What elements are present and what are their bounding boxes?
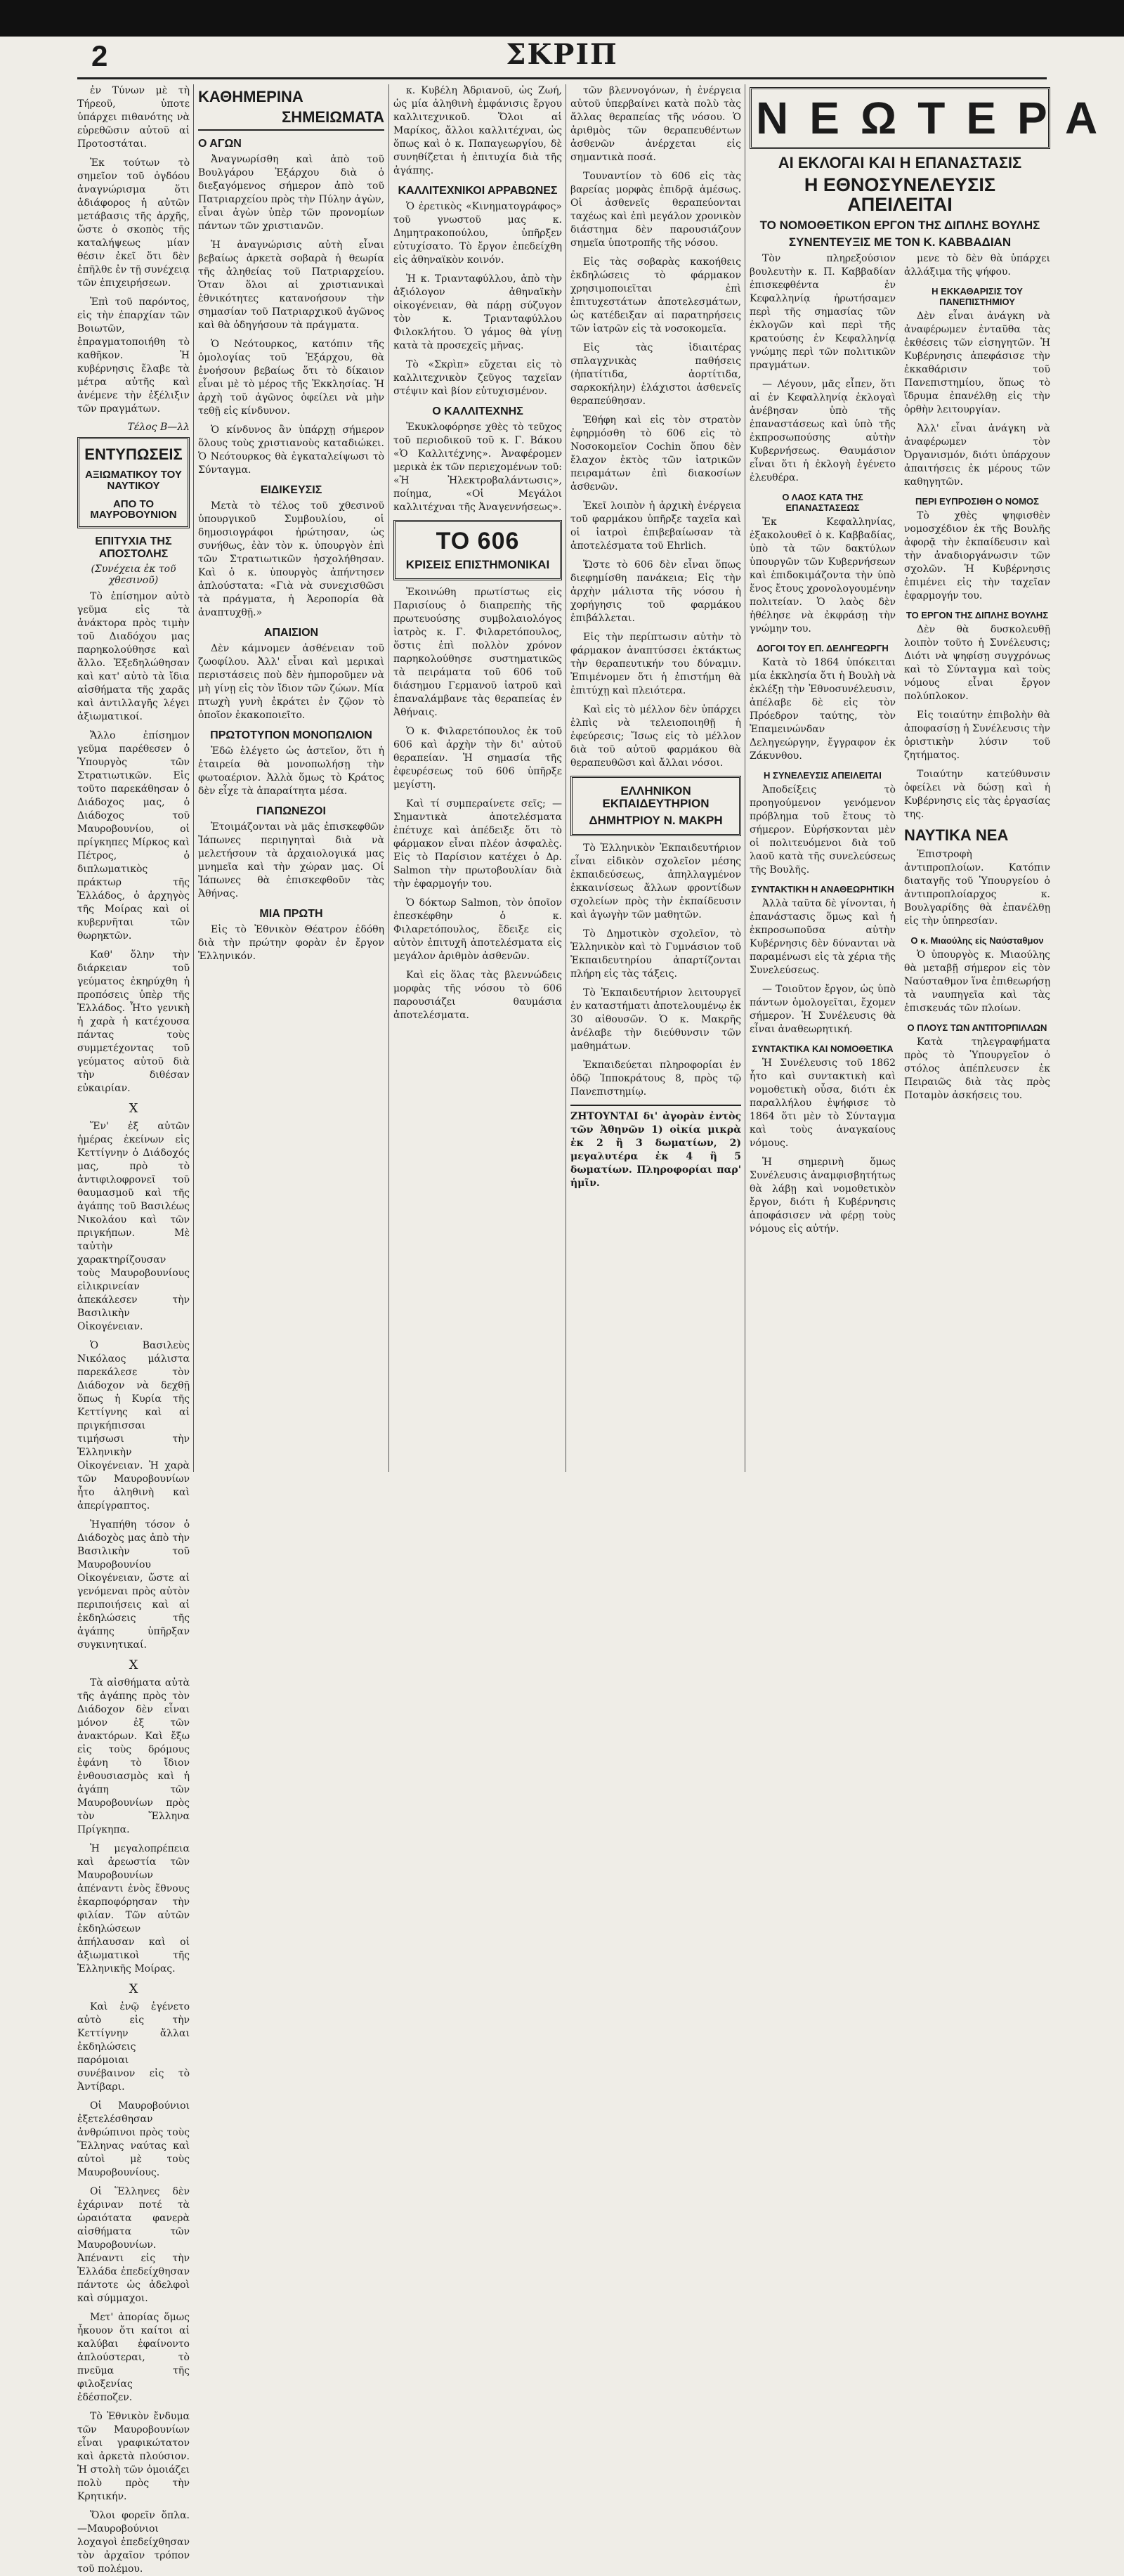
banner-line: ΔΗΜΗΤΡΙΟΥ Ν. ΜΑΚΡΗ [589, 813, 723, 827]
subheading: ΣΥΝΤΑΚΤΙΚΗ Η ΑΝΑΘΕΩΡΗΤΙΚΗ [751, 884, 894, 895]
divider [198, 129, 384, 131]
paragraph: Ἐκ τούτων τὸ σημεῖον τοῦ ὀγδόου ἀναγνώρισμα ὅτι ἀδιάφορος ἡ αὐτῶν μετάβασις τῆς ἀρχῆς, ὥστε ὁ σκοπὸς τῆς καταλήψεως μίαν θέσιν ἐκεῖ ὅτι δὲν ἐπῆλθε ἐν τῇ συνέχειᾳ τῶν ἐπιχειρήσεων. [77, 157, 190, 289]
subheading: Ο ΠΛΟΥΣ ΤΩΝ ΑΝΤΙΤΟΡΠΙΛΛΩΝ [907, 1022, 1047, 1033]
paragraph: Καὶ εἰς τὸ μέλλον δὲν ὑπάρχει ἐλπὶς νὰ τελειοποιηθῇ ἡ ἐφεύρεσις; Ἴσως εἰς τὸ μέλλον διὰ τοῦ αὐτοῦ φαρμάκου θὰ θεραπευθῶσι καὶ ἄλλαι νόσοι. [570, 704, 741, 769]
subheading: Ο ΑΓΩΝ [198, 138, 242, 150]
paragraph: — Τοιοῦτον ἔργον, ὡς ὑπὸ πάντων ὁμολογεῖται, ἔχομεν σήμερον. Ἡ Συνέλευσις θὰ εἶναι ἀναθεωρητική. [750, 984, 896, 1036]
subheading: Η ΕΚΚΑΘΑΡΙΣΙΣ ΤΟΥ ΠΑΝΕΠΙΣΤΗΜΙΟΥ [932, 286, 1023, 308]
paragraph: Ἐπὶ τοῦ παρόντος, εἰς τὴν ἐπαρχίαν τῶν Βοιωτῶν, ἐπραγματοποιήθη τὸ καθῆκον. Ἡ κυβέρνησις ἔλαβε τὰ μέτρα αὐτῆς καὶ ἀνέμενε τὴν ἐξέλιξιν τῶν πραγμάτων. [77, 297, 190, 415]
paragraph: Ἀλλ' εἶναι ἀνάγκη νὰ ἀναφέρωμεν τὸν Ὀργανισμόν, διότι ὑπάρχουν ἀπαιτήσεις ἐκ μέρους τῶν καθηγητῶν. [904, 423, 1050, 488]
paragraph: Ἐκ Κεφαλληνίας, ἐξακολουθεῖ ὁ κ. Καββαδίας, ὑπὸ τὰ τῶν δακτύλων ὑπουργῶν τῶν Κυβερνήσεων καὶ ἐπιδοκιμάζοντα τὴν ὑπὸ ἕνος ἔτους χρονολογουμένην πολιτείαν. Ὁ λαὸς δὲν ἠθέλησε νὰ ἐκφράσῃ τὴν γνώμην του. [750, 516, 896, 635]
subheading: ΕΙΔΙΚΕΥΣΙΣ [260, 484, 322, 497]
paragraph: Τὸ Ἐθνικὸν ἔνδυμα τῶν Μαυροβουνίων εἶναι γραφικώτατον καὶ ἀρκετὰ πλούσιον. Ἡ στολὴ τῶν ὁμοιάζει πολὺ πρὸς τὴν Κρητικήν. [77, 2411, 190, 2503]
paragraph: Δὲν εἶναι ἀνάγκη νὰ ἀναφέρωμεν ἐνταῦθα τὰς ἐκθέσεις τῶν εἰσηγητῶν. Ἡ Κυβέρνησις ἀπεφάσισε τὴν ἐκκαθάρισιν τοῦ Πανεπιστημίου, ὅπως τὸ ἵδρυμα ἐπανέλθῃ εἰς τὴν ὀρθὴν λειτουργίαν. [904, 311, 1050, 416]
paragraph: τῶν βλεννογόνων, ἡ ἐνέργεια αὐτοῦ ὑπερβαίνει κατὰ πολὺ τὰς ἄλλας θεραπείας τῆς νόσου. Ὁ ἀριθμὸς τῶν θεραπευθέντων ἀσθενῶν ἀνέρχεται εἰς σημαντικὰ ποσά. [570, 85, 741, 163]
headline: ΣΥΝΕΝΤΕΥΞΙΣ ΜΕ ΤΟΝ Κ. ΚΑΒΒΑΔΙΑΝ [788, 235, 1012, 249]
column-5 [750, 84, 1119, 1476]
subheading: ΑΠΑΙΣΙΟΝ [263, 627, 319, 639]
subheading: ΣΥΝΤΑΚΤΙΚΑ ΚΑΙ ΝΟΜΟΘΕΤΙΚΑ [752, 1043, 894, 1055]
paragraph: Εἰς τὰς ἰδιαιτέρας σπλαγχνικὰς παθήσεις (ἠπατίτιδα, ἀορτίτιδα, σαρκοκήλην) ἐλάχιστοι ἀσθενεῖς θεραπεύθησαν. [570, 342, 741, 407]
two-column-body [750, 252, 1050, 1242]
column-2 [198, 84, 384, 1476]
paragraph: Καὶ εἰς ὅλας τὰς βλεννώδεις μορφὰς τῆς νόσου τὸ 606 παρουσιάζει θαυμάσια ἀποτελέσματα. [393, 969, 562, 1021]
banner-line: ΑΠΟ ΤΟ ΜΑΥΡΟΒΟΥΝΙΟΝ [90, 497, 177, 521]
paragraph: Ἀναγνωρίσθη καὶ ἀπὸ τοῦ Βουλγάρου Ἐξάρχου διὰ ὁ διεξαγόμενος σήμερον ἀπὸ τοῦ Πατριαρχείου πρὸς τὴν Πύλην ἀγὼν, εἶναι ἀγὼν ὑπὲρ τῶν προνομίων πάντων τῶν χριστιανῶν. [198, 154, 384, 233]
paragraph: κ. Κυβέλη Ἀδριανοῦ, ὡς Ζωή, ὡς μία ἀληθινὴ ἐμφάνισις ἔργου καλλιτεχνικοῦ. Ὅλοι αἱ Μαρίκος, ἄλλοι καλλιτέχναι, ὡς ὅπως καὶ ὁ κ. Παπαγεωργίου, δὲ συνηθίζεται ἡ ἐπιτυχία διὰ τῆς ἀγάπης. [393, 85, 562, 176]
paragraph: Οἱ Μαυροβούνιοι ἐξετελέσθησαν ἀνθρώπινοι πρὸς τοὺς Ἕλληνας ναύτας καὶ αὐτοὶ μὲ τοὺς Μαυροβουνίους. [77, 2100, 190, 2179]
paragraph: Ὁ ὑπουργὸς κ. Μιαούλης θὰ μεταβῇ σήμερον εἰς τὸν Ναύσταθμον ἵνα ἐπιθεωρήσῃ τὰ ναυπηγεῖα καὶ τὰς ἐπισκευάς τῶν πλοίων. [904, 949, 1050, 1014]
banner-line: ΑΞΙΩΜΑΤΙΚΟΥ ΤΟΥ ΝΑΥΤΙΚΟΥ [85, 469, 182, 492]
column-1 [77, 84, 190, 2575]
section-heading: ΚΑΘΗΜΕΡΙΝΑ [198, 88, 303, 105]
headline: ΤΟ ΝΟΜΟΘΕΤΙΚΟΝ ΕΡΓΟΝ ΤΗΣ ΔΙΠΛΗΣ ΒΟΥΛΗΣ [759, 218, 1040, 232]
headline: Η ΕΘΝΟΣΥΝΕΛΕΥΣΙΣ ΑΠΕΙΛΕΙΤΑΙ [804, 174, 996, 216]
top-black-bar [0, 0, 1124, 37]
subheading: ΠΡΩΤΟΤΥΠΟΝ ΜΟΝΟΠΩΛΙΟΝ [210, 729, 372, 742]
divider [570, 1105, 741, 1106]
paragraph: Τὸ «Σκρὶπ» εὔχεται εἰς τὸ καλλιτεχνικὸν ζεῦγος ταχεῖαν στέψιν καὶ βίον εὐτυχισμένον. [393, 359, 562, 397]
headline: ΑΙ ΕΚΛΟΓΑΙ ΚΑΙ Η ΕΠΑΝΑΣΤΑΣΙΣ [778, 154, 1022, 171]
paragraph: Μετ' ἀπορίας ὅμως ἦκουον ὅτι καίτοι αἱ καλύβαι ἐφαίνοντο ἀπλούστεραι, τὸ πνεῦμα τῆς φιλοξενίας ἐδέσποζεν. [77, 2312, 190, 2404]
article-banner [77, 437, 190, 528]
paragraph: Τουναντίον τὸ 606 εἰς τὰς βαρείας μορφὰς ἐπιδρᾷ ἀμέσως. Οἱ ἀσθενεῖς θεραπεύονται ταχέως καὶ ἐπὶ μεγάλον χρονικὸν διάστημα δὲν παρουσιάζουν σημεῖα ὑποτροπῆς τῆς νόσου. [570, 171, 741, 249]
paragraph: Ἡ σημερινὴ ὅμως Συνέλευσις ἀναμφισβητήτως θὰ λάβῃ καὶ νομοθετικὸν ἔργον, διότι ἡ Κυβέρνησις ἀποφάσισεν νὰ φέρῃ τοὺς νόμους εἰς αὐτήν. [750, 1157, 896, 1235]
paragraph: Εἰς τὴν περίπτωσιν αὐτὴν τὸ φάρμακον ἀναπτύσσει ἐκτάκτως τὴν θεραπευτικήν του δύναμιν. Ἐπιμένομεν ὅτι ἡ ἐπιστήμη θὰ ἐπιτύχῃ καὶ πλειότερα. [570, 632, 741, 696]
paragraph: Ἕν' ἐξ αὐτῶν ἡμέρας ἐκείνων εἰς Κεττίγνην ὁ Διάδοχός μας, πρὸ τὸ ἀντιφιλοφρονεῖ τοῦ θαυμασμοῦ καὶ τῆς ἀγάπης τοῦ Βασιλέως Νικολάου καὶ τῶν πριγκήπων. Μὲ ταὐτὴν χαρακτηρίζουσαν τοὺς Μαυροβουνίους εἰλικρινείαν ἀπεκάλεσεν τὴν Βασιλικὴν Οἰκογένειαν. [77, 1121, 190, 1333]
column-rule [388, 84, 389, 1472]
article-banner [570, 776, 741, 836]
paragraph: μενε τὸ δὲν θὰ ὑπάρχει ἀλλάξιμα τῆς ψήφου. [904, 253, 1050, 278]
subheading: Ο ΚΑΛΛΙΤΕΧΝΗΣ [432, 405, 523, 417]
paragraph: Ὁ δόκτωρ Salmon, τὸν ὁποῖον ἐπεσκέφθην ὁ κ. Φιλαρετόπουλος, ἔδειξε εἰς αὐτὸν ἐπιτυχῆ ἀποτελέσματα εἰς μεγάλον ἀριθμὸν ἀσθενῶν. [393, 897, 562, 962]
paragraph: Κατὰ τὸ 1864 ὑπόκειται μία ἐκκλησία ὅτι ἡ Βουλὴ νὰ ἐκλέξῃ τὴν Ἐθνοσυνέλευσιν, ἀπέλαβε δὲ εἰς τὸν Πρόεδρον ταύτης, τὸν Ἐπαμεινώνδαν Δεληγεώργην, ἔγγραφον ἐκ Ζάκυνθου. [750, 657, 896, 762]
paragraph: Ἡ κ. Τριανταφύλλου, ἀπὸ τὴν ἀξιόλογον ἀθηναϊκὴν οἰκογένειαν, θὰ πάρῃ σύζυγον τὸν κ. Τριανταφύλλου Φιλοκλήτου. Ὁ γάμος θὰ γίνῃ κατὰ τὰ προσεχεῖς μῆνας. [393, 273, 562, 351]
paragraph: Κατὰ τηλεγραφήματα πρὸς τὸ Ὑπουργεῖον ὁ στόλος ἀπέπλευσεν ἐκ Πειραιῶς διὰ τὰς πρὸς Ποταμὸν ἀσκήσεις του. [904, 1036, 1050, 1101]
banner-line: ΕΝΤΥΠΩΣΕΙΣ [84, 445, 183, 463]
paragraph: — Λέγουν, μᾶς εἶπεν, ὅτι αἱ ἐν Κεφαλληνίᾳ ἐκλογαὶ ἀνέβησαν ὑπὸ τῆς ἐπαναστάσεως καὶ ὑπὸ τῆς ἐκπροσωπούσης αὐτὴν Κυβερνήσεως. Θαυμάσιον εἶναι ὅτι ἡ ἐκλογὴ ἐγένετο ἐλευθέρα. [750, 379, 896, 484]
banner-line: ΕΛΛΗΝΙΚΟΝ ΕΚΠΑΙΔΕΥΤΗΡΙΟΝ [602, 784, 710, 810]
paper-name: ΣΚΡΙΠ [506, 38, 618, 71]
paragraph: Ὁ ἐρετικὸς «Κινηματογράφος» τοῦ γνωστοῦ μας κ. Δημητρακοπούλου, ὑπῆρξεν εὐτυχίσατο. Τὸ ἔργον ἐπεδείχθη εἰς ἀθηναϊκὸν κοινόν. [393, 201, 562, 266]
paragraph: Τὸ Ἐκπαιδευτήριον λειτουργεῖ ἐν καταστήματι ἀποτελουμένῳ ἐκ 30 αἰθουσῶν. Ὁ κ. Μακρῆς ἀνέλαβε τὴν διεύθυνσιν τῶν μαθημάτων. [570, 987, 741, 1052]
paragraph: Ἐπιστροφὴ ἀντιπροπλοίων. Κατόπιν διαταγῆς τοῦ Ὑπουργείου ὁ ἀντιπροπλοίαρχος κ. Βουλγαρίδης θὰ ἐπανέλθῃ εἰς τὴν ὑπηρεσίαν. [904, 848, 1050, 927]
paragraph: Μετὰ τὸ τέλος τοῦ χθεσινοῦ ὑπουργικοῦ Συμβουλίου, οἱ δημοσιογράφοι ἠρώτησαν, ὡς συνήθως, ἐὰν τὸν κ. ὑπουργὸν ἐπὶ τῶν Στρατιωτικῶν ἠσχολήθησαν. Καὶ ὁ κ. ὑπουργὸς ἀπήντησεν ἀπλούστατα: «Γιὰ νὰ συνεχισθῶσι τὰ πράγματα, ἡ Ἀεροπορία θὰ ἀναπτυχθῇ.» [198, 500, 384, 619]
continued-note: (Συνέχεια ἐκ τοῦ χθεσινοῦ) [91, 564, 176, 587]
paragraph: Ἐδῶ ἐλέγετο ὡς ἀστεῖον, ὅτι ἡ ἐταιρεία θὰ μονοπωλήσῃ τὴν φωτοαέριον. Ἀλλὰ ὅμως τὸ Κράτος δὲν εἶχε τὰ ἀπαραίτητα μέσα. [198, 746, 384, 798]
paragraph: Ἑτοιμάζονται νὰ μᾶς ἐπισκεφθῶν Ἰάπωνες περιηγηταὶ διὰ νὰ μελετήσουν τὰ ἀρχαιολογικά μας μνημεῖα καὶ τὴν χώραν μας. Οἱ Ἰάπωνες θὰ ἐπισκεφθοῦν τὰς Ἀθήνας. [198, 821, 384, 900]
subheading: Η ΣΥΝΕΛΕΥΣΙΣ ΑΠΕΙΛΕΙΤΑΙ [764, 770, 882, 781]
paragraph: Δὲν κάμνομεν ἀσθένειαν τοῦ ζωοφίλου. Ἀλλ' εἶναι καὶ μερικαὶ περιστάσεις ποὺ δὲν ἠμποροῦμεν νὰ μὴ γίνῃ εἰς τὸν ἴδιον τῶν ζώων. Μία πτωχὴ γυνὴ ἐκράτει ἐν ζῷον τὸ ὁποῖον ἐκακοποιεῖτο. [198, 643, 384, 722]
paragraph: Εἰς τὰς σοβαρὰς κακοήθεις ἐκδηλώσεις τὸ φάρμακον χρησιμοποιεῖται ἐπὶ ἐπιτυχεστάτων ἀποτελεσμάτων, ὡς κατέδειξαν αἱ παρατηρήσεις τῶν ἰατρῶν εἰς τὰ νοσοκομεῖα. [570, 256, 741, 334]
paragraph: Τὰ αἰσθήματα αὐτὰ τῆς ἀγάπης πρὸς τὸν Διάδοχον δὲν εἶναι μόνον ἐξ τῶν ἀνακτόρων. Καὶ ἔξω εἰς τοὺς δρόμους ἐφάνη τὸ ἴδιον ἐνθουσιασμὸς καὶ ἡ ἀγάπη τῶν Μαυροβουνίων πρὸς τὸν Ἕλληνα Πρίγκηπα. [77, 1677, 190, 1836]
paragraph: Ἐκοινώθη πρωτίστως εἰς Παρισίους ὁ διαπρεπὴς τῆς πρωτευούσης συμβολαιολόγος ἰατρὸς κ. Γ. Φιλαρετόπουλος, ὅστις ἐπὶ πολλὸν χρόνον παρηκολούθησε συστηματικῶς τὰ πειράματα τοῦ 606 τοῦ διάσημου Γερμανοῦ ἰατροῦ καὶ ἐπαναλάμβανε τὰς θεραπείας ἐν Ἀθήναις. [393, 586, 562, 718]
paragraph: Εἰς τὸ Ἐθνικὸν Θέατρον ἐδόθη διὰ τὴν πρώτην φορὰν ἐν ἔργον Ἑλληνικόν. [198, 924, 384, 963]
page-number: 2 [91, 39, 108, 72]
banner-line: ΤΟ 606 [436, 528, 520, 554]
section-mark: X [129, 1982, 138, 1997]
paragraph: Ἀλλὰ ταῦτα δὲ γίνονται, ἡ ἐπανάστασις ὅμως καὶ ἡ ἐκπροσωποῦσα αὐτὴν Κυβέρνησις δὲν δύνανται νὰ παραμένωσι εἰς τὰ χέρια τῆς Συνελεύσεως. [750, 898, 896, 977]
subheading: ΜΙΑ ΠΡΩΤΗ [259, 908, 323, 921]
subheading: Ο κ. Μιαούλης εἰς Ναύσταθμον [910, 935, 1044, 946]
paragraph: Ἡ μεγαλοπρέπεια καὶ ἀρεωστία τῶν Μαυροβουνίων ἀπέναντι ἐνὸς ἔθνους ἐκαρποφόρησαν τὴν φιλίαν. Τῶν αὐτῶν ἐκδηλώσεων ἀπήλαυσαν καὶ οἱ ἀξιωματικοὶ τῆς Ἑλληνικῆς Μοίρας. [77, 1843, 190, 1975]
paragraph: Ἡ ἀναγνώρισις αὐτὴ εἶναι βεβαίως ἀρκετὰ σοβαρὰ ἡ θεωρία τῆς ἀληθείας τοῦ Πατριαρχείου. Ὁταν ὅλοι αἱ χριστιανικαὶ ἐθνικότητες κατανοήσουν τὴν σημασίαν τοῦ Πατριαρχικοῦ ἀγῶνος καὶ θὰ ὁδηγήσουν τὰ πράγματα. [198, 240, 384, 332]
paragraph: Τὸ χθὲς ψηφισθὲν νομοσχέδιον ἐκ τῆς Βουλῆς ἀφορᾷ τὴν ἐκπαίδευσιν καὶ τὴν ἀναδιοργάνωσιν τῶν σχολῶν. Ἡ Κυβέρνησις ἐπιμένει εἰς τὴν ταχεῖαν ἐφαρμογήν του. [904, 510, 1050, 602]
news-banner [750, 87, 1119, 149]
paragraph: Εἰς τοιαύτην ἐπιβολὴν θὰ ἀποφασίσῃ ἡ Συνέλευσις τὴν ὁριστικὴν λύσιν τοῦ ζητήματος. [904, 710, 1050, 762]
paragraph: Τοιαύτην κατεύθυνσιν ὀφείλει νὰ δώσῃ καὶ ἡ Κυβέρνησις εἰς τὰς ἐργασίας της. [904, 769, 1050, 821]
paragraph: ἐν Τύνων μὲ τὴ Τήρεοῦ, ὑποτε ὑπάρχει πιθανότης νὰ εὑρεθῶσιν αὐτοῦ αἱ Προτοστάται. [77, 85, 190, 150]
subheading: ΓΙΑΠΩΝΕΖΟΙ [256, 805, 326, 818]
paragraph: Ἀποδείξεις τὸ προηγούμενον γενόμενον πρόβλημα τοῦ ἔτους τὸ σήμερον. Εὑρήσκονται μὲν οἱ πολιτευόμενοι διὰ τοῦ λαοῦ κατὰ τῆς συνελεύσεως τῆς Βουλῆς. [750, 784, 896, 876]
article-banner [393, 520, 562, 580]
column-4 [570, 84, 741, 1476]
paragraph: Ἐκεῖ λοιπὸν ἡ ἀρχικὴ ἐνέργεια τοῦ φαρμάκου ὑπῆρξε ταχεῖα καὶ οἱ ἰατροὶ ἐπιβεβαίωσαν τὰ ἀποτελέσματα τοῦ Ehrlich. [570, 500, 741, 552]
section-heading: ΣΗΜΕΙΩΜΑΤΑ [282, 108, 384, 126]
paragraph: Τὸ ἐπίσημον αὐτὸ γεῦμα εἰς τὰ ἀνάκτορα πρὸς τιμὴν τοῦ Διαδόχου μας παρηκολούθησε καὶ ἄλλο. Ἐξεδηλώθησαν καὶ κατ' αὐτὸ τὰ ἴδια αἰσθήματα τῆς χαρᾶς καὶ ἀντιλλαγῆς λέγει ἀξιωματικοί. [77, 591, 190, 723]
subheading: Ο ΛΑΟΣ ΚΑΤΑ ΤΗΣ ΕΠΑΝΑΣΤΑΣΕΩΣ [782, 492, 863, 514]
section-mark: X [129, 1101, 138, 1117]
classified-notice: ΖΗΤΟΥΝΤΑΙ δι' ἀγορὰν ἐντὸς τῶν Ἀθηνῶν 1) οἰκία μικρὰ ἐκ 2 ἢ 3 δωματίων, 2) μεγαλυτέρα ἐκ 4 ἢ 5 δωματίων. Πληροφορίαι παρ' ἡμῖν. [570, 1110, 741, 1189]
section-heading: ΝΑΥΤΙΚΑ ΝΕΑ [904, 826, 1009, 845]
paragraph: Ἠγαπήθη τόσον ὁ Διάδοχὸς μας ἀπὸ τὴν Βασιλικὴν τοῦ Μαυροβουνίου Οἰκογένειαν, ὥστε αἱ γενόμεναι πρὸς αὐτὸν περιποιήσεις καὶ αἱ ἐκδηλώσεις τῆς ἀγάπης ὑπῆρξαν συγκινητικαί. [77, 1519, 190, 1651]
banner-line: ΚΡΙΣΕΙΣ ΕΠΙΣΤΗΜΟΝΙΚΑΙ [405, 557, 550, 571]
paragraph: Τὸν πληρεξούσιον βουλευτὴν κ. Π. Καββαδίαν ἐπισκεφθέντα ἐν Κεφαλληνίᾳ ἠρωτήσαμεν περὶ τῆς σημασίας τῶν ἐκλογῶν καὶ περὶ τῆς κρατούσης ἐν Κεφαλληνίᾳ γνώμης περὶ τῶν πολιτικῶν πραγμάτων. [750, 253, 896, 372]
column-3 [393, 84, 562, 1476]
body-left [750, 252, 896, 1242]
paragraph: Ὁ κίνδυνος ἂν ὑπάρχῃ σήμερον ὅλους τοὺς χριστιανοὺς καταδιώκει. Ὁ Νεότουρκος θὰ ἐγκαταλείψωσι τὸ Σύνταγμα. [198, 424, 384, 476]
paragraph: Οἱ Ἕλληνες δὲν ἐχάριναν ποτέ τὰ ὡραιότατα φανερὰ αἰσθήματα τῶν Μαυροβουνίων. Ἀπέναντι εἰς τὴν Ἑλλάδα ἐπεδείχθησαν πάντοτε ὡς ἀδελφοὶ καὶ σύμμαχοι. [77, 2186, 190, 2305]
paragraph: Ἐκυκλοφόρησε χθὲς τὸ τεῦχος τοῦ περιοδικοῦ τοῦ κ. Γ. Βάκου «Ὁ Καλλιτέχνης». Ἀναφέρομεν μερικὰ ἐκ τῶν περιεχομένων τοῦ: «Ἡ Ἠλεκτροβαλάντωσις», ποίημα, «Οἱ Μεγάλοι καλλιτέχναι τῆς Ἀναγεννήσεως». [393, 422, 562, 513]
signature: Τέλος Β—λλ [127, 422, 190, 433]
paragraph: Ὅλοι φορεῖν ὅπλα.—Μαυροβούνιοι λοχαγοὶ ἐπεδείχθησαν τὸν ἀρχαῖον τρόπον τοῦ πολέμου. [77, 2510, 190, 2575]
paragraph: Δὲν θὰ δυσκολευθῇ λοιπὸν τοῦτο ἡ Συνέλευσις; Διότι νὰ ψηφίσῃ συγχρόνως καὶ τὸ Σύνταγμα καὶ τοὺς νόμους εἶναι ἔργον πολύπλοκον. [904, 624, 1050, 703]
paragraph: Ὥστε τὸ 606 δὲν εἶναι ὅπως διεφημίσθη πανάκεια; Εἰς τὴν ἀρχὴν μάλιστα τῆς νόσου ἡ χορήγησις τοῦ φαρμάκου ἐπιβάλλεται. [570, 559, 741, 624]
paragraph: Ὁ Νεότουρκος, κατόπιν τῆς ὁμολογίας τοῦ Ἐξάρχου, θὰ ἐνοήσουν βεβαίως ὅτι τὸ δίκαιον εἶναι μὲ τὸ μέρος τῆς Ἐκκλησίας. Ἡ ἀρχὴ τοῦ ἀγῶνος ὀφείλει νὰ μὴν τεθῇ εἰς κίνδυνον. [198, 339, 384, 417]
subheading: ΕΠΙΤΥΧΙΑ ΤΗΣ ΑΠΟΣΤΟΛΗΣ [95, 535, 172, 561]
subheading: ΠΕΡΙ ΕΥΠΡΟΣΙΘΗ Ο ΝΟΜΟΣ [915, 496, 1039, 507]
paragraph: Ὁ Βασιλεὺς Νικόλαος μάλιστα παρεκάλεσε τὸν Διάδοχον νὰ δεχθῇ ὅπως ἡ Κυρία τῆς Κεττίγνης καὶ αἱ πριγκήπισσαι τιμήσωσι τὴν Ἑλληνικὴν Οἰκογένειαν. Ἡ χαρὰ τῶν Μαυροβουνίων ἦτο ἀληθινὴ καὶ ἀπερίγραπτος. [77, 1340, 190, 1512]
subheading: ΤΟ ΕΡΓΟΝ ΤΗΣ ΔΙΠΛΗΣ ΒΟΥΛΗΣ [906, 610, 1049, 621]
subheading: ΚΑΛΛΙΤΕΧΝΙΚΟΙ ΑΡΡΑΒΩΝΕΣ [398, 185, 558, 197]
paragraph: Ὁ κ. Φιλαρετόπουλος ἐκ τοῦ 606 καὶ ἀρχὴν τὴν δι' αὐτοῦ θεραπείαν. Ἡ σημασία τῆς ἐφευρέσεως τοῦ 606 ὑπῆρξε μεγίστη. [393, 725, 562, 791]
paragraph: Ἡ Συνέλευσις τοῦ 1862 ἦτο καὶ συντακτικὴ καὶ νομοθετικὴ οὖσα, διότι ἐκ παραλλήλου ἐψήφισε τὸ 1864 ὅτι μὲν τὸ Σύνταγμα καὶ τοὺς ἀναγκαίους νόμους. [750, 1058, 896, 1150]
column-rule [193, 84, 194, 1472]
masthead [77, 37, 1047, 79]
paragraph: Καὶ τί συμπεραίνετε σεῖς; — Σημαντικὰ ἀποτελέσματα ἐπέτυχε καὶ ἀπέδειξε ὅτι τὸ φάρμακον εἶναι πλέον ἀσφαλὲς. Εἰς τὸ Παρίσιον κατέχει ὁ Δρ. Salmon τὴν πρωτοβουλίαν διὰ τὴν ἐφαρμογήν του. [393, 798, 562, 890]
paragraph: Καὶ ἐνῷ ἐγένετο αὐτὸ εἰς τὴν Κεττίγνην ἄλλαι ἐκδηλώσεις παρόμοιαι συνέβαινον εἰς τὸ Ἀντίβαρι. [77, 2001, 190, 2093]
paragraph: Ἄλλο ἐπίσημον γεῦμα παρέθεσεν ὁ Ὑπουργὸς τῶν Στρατιωτικῶν. Εἰς τοῦτο παρεκάθησαν ὁ Διάδοχος μας, ὁ Διάδοχος τοῦ Μαυροβουνίου, οἱ πρίγκηπες Μίρκος καὶ Πέτρος, ὁ διπλωματικὸς πράκτωρ τῆς Ἑλλάδος, ὁ ἀρχηγὸς τῆς Μοίρας καὶ οἱ κυβερνῆται τῶν θωρηκτῶν. [77, 730, 190, 942]
paragraph: Τὸ Δημοτικὸν σχολεῖον, τὸ Ἑλληνικὸν καὶ τὸ Γυμνάσιον τοῦ Ἐκπαιδευτηρίου ἀπαρτίζονται πλήρη εἰς τὰς τάξεις. [570, 928, 741, 980]
paragraph: Ἐκπαιδεύεται πληροφορίαι ἐν ὁδῷ Ἱπποκράτους 8, πρὸς τῷ Πανεπιστημίῳ. [570, 1059, 741, 1098]
section-mark: X [129, 1658, 138, 1673]
paragraph: Καθ' ὅλην τὴν διάρκειαν τοῦ γεύματος ἐκηρύχθη ἡ προπόσεις ὑπὲρ τῆς Ἑλλάδος. Ἦτο γενικὴ ἡ χαρὰ ἡ κατέχουσα πάντας τοὺς συμμετέχοντας τοῦ γεύματος αὐτοῦ διὰ τὴν διθέσαν εὐκαιρίαν. [77, 949, 190, 1095]
banner-title: ΝΕΩΤΕΡΑ [756, 93, 1119, 143]
body-right [904, 252, 1050, 1242]
paragraph: Τὸ Ἑλληνικὸν Ἐκπαιδευτήριον εἶναι εἰδικὸν σχολεῖον μέσης ἐκπαιδεύσεως, ἀπηλλαγμένον ἐκκαινίσεως ἄλλων φροντίδων σχολείων πρὸς τὴν ἐκπαίδευσιν καὶ ἀγωγὴν τῶν μαθητῶν. [570, 842, 741, 921]
subheading: ΔΟΓΟΙ ΤΟΥ ΕΠ. ΔΕΛΗΓΕΩΡΓΗ [757, 643, 889, 654]
paragraph: Ἐθήφη καὶ εἰς τὸν στρατὸν ἐφηρμόσθη τὸ 606 εἰς τὸ Νοσοκομεῖον Cochin ὅπου δὲν ἔλαχον ἐκτὸς τῶν ἰατρικῶν πειραμάτων ἐπὶ διακοσίων ἀσθενῶν. [570, 415, 741, 493]
